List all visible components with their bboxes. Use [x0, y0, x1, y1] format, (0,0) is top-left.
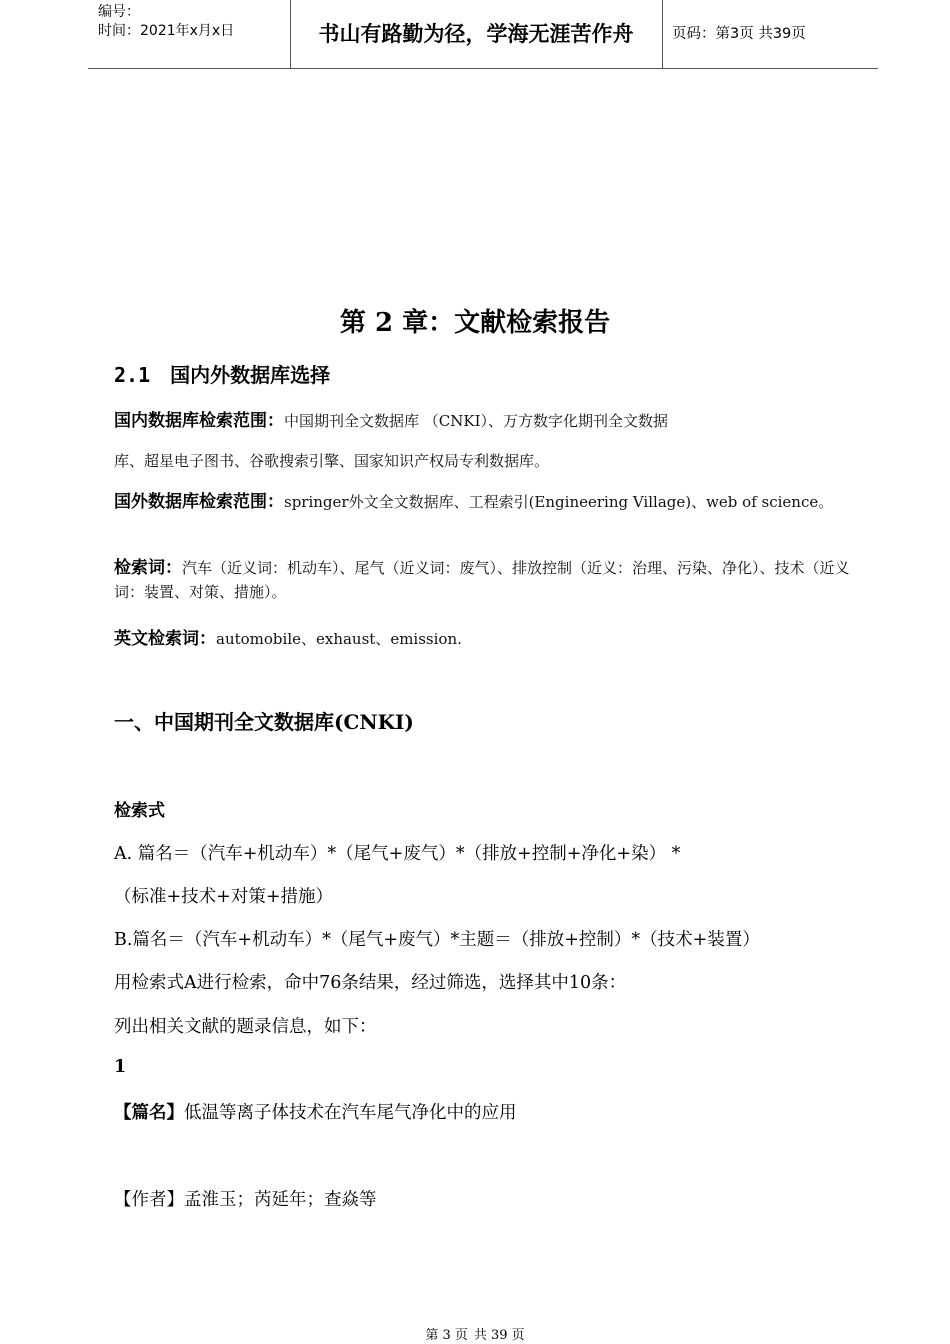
query-a-line2: （标准+技术+对策+措施） — [114, 887, 333, 907]
entry-author-label: 【作者】 — [114, 1190, 184, 1210]
motto: 书山有路勤为径，学海无涯苦作舟 — [318, 22, 634, 46]
entry-author: 孟淮玉；芮延年；查焱等 — [184, 1190, 377, 1210]
entry-title-label: 【篇名】 — [114, 1103, 184, 1123]
domestic-scope — [114, 406, 668, 431]
chapter-title: 第 2 章：文献检索报告 — [339, 308, 611, 338]
footer-total: 共 39 页 — [473, 1328, 525, 1343]
query-a-line1: A. 篇名＝（汽车+机动车）*（尾气+废气）*（排放+控制+净化+染） * — [114, 844, 681, 864]
foreign-scope — [114, 490, 856, 514]
header-motto-cell — [290, 0, 662, 68]
page-header — [88, 0, 878, 69]
subsection-title: 一、中国期刊全文数据库(CNKI) — [114, 710, 414, 734]
header-meta — [98, 0, 288, 71]
entry-author-line — [114, 1186, 377, 1211]
keywords — [114, 556, 856, 604]
query-heading: 检索式 — [114, 801, 165, 821]
number-label: 编号： — [98, 4, 140, 20]
section-heading — [114, 359, 330, 388]
section-number: 2.1 — [114, 363, 151, 387]
foreign-text: springer外文全文数据库、工程索引(Engineering Village)、web of science。 — [284, 493, 834, 511]
list-intro: 列出相关文献的题录信息，如下： — [114, 1017, 377, 1037]
keywords-text: 汽车（近义词：机动车）、尾气（近义词：废气）、排放控制（近义：治理、污染、净化）、技术（近义词：装置、对策、措施）。 — [114, 559, 850, 601]
section-title: 国内外数据库选择 — [170, 363, 331, 387]
entry-number: 1 — [114, 1057, 127, 1077]
time-label: 时间：2021年x月x日 — [98, 23, 235, 39]
result-text: 用检索式A进行检索，命中76条结果，经过筛选，选择其中10条： — [114, 973, 627, 993]
entry-title: 低温等离子体技术在汽车尾气净化中的应用 — [184, 1103, 517, 1123]
domestic-label: 国内数据库检索范围： — [114, 411, 284, 431]
english-keywords-label: 英文检索词： — [114, 629, 216, 649]
header-page-info: 页码：第3页 共39页 — [672, 26, 806, 42]
domestic-line2: 库、超星电子图书、谷歌搜索引擎、国家知识产权局专利数据库。 — [114, 452, 550, 470]
foreign-label: 国外数据库检索范围： — [114, 492, 284, 512]
keywords-label: 检索词： — [114, 558, 182, 578]
english-keywords — [114, 624, 462, 649]
query-b: B.篇名＝（汽车+机动车）*（尾气+废气）*主题＝（排放+控制）*（技术+装置） — [114, 930, 760, 950]
english-keywords-text: automobile、exhaust、emission. — [216, 630, 462, 648]
header-divider — [662, 0, 663, 68]
footer-page: 第 3 页 — [425, 1328, 468, 1343]
domestic-line1: 中国期刊全文数据库 （CNKI）、万方数字化期刊全文数据 — [284, 412, 669, 430]
page-footer — [0, 1324, 950, 1343]
entry-title-line — [114, 1099, 517, 1124]
